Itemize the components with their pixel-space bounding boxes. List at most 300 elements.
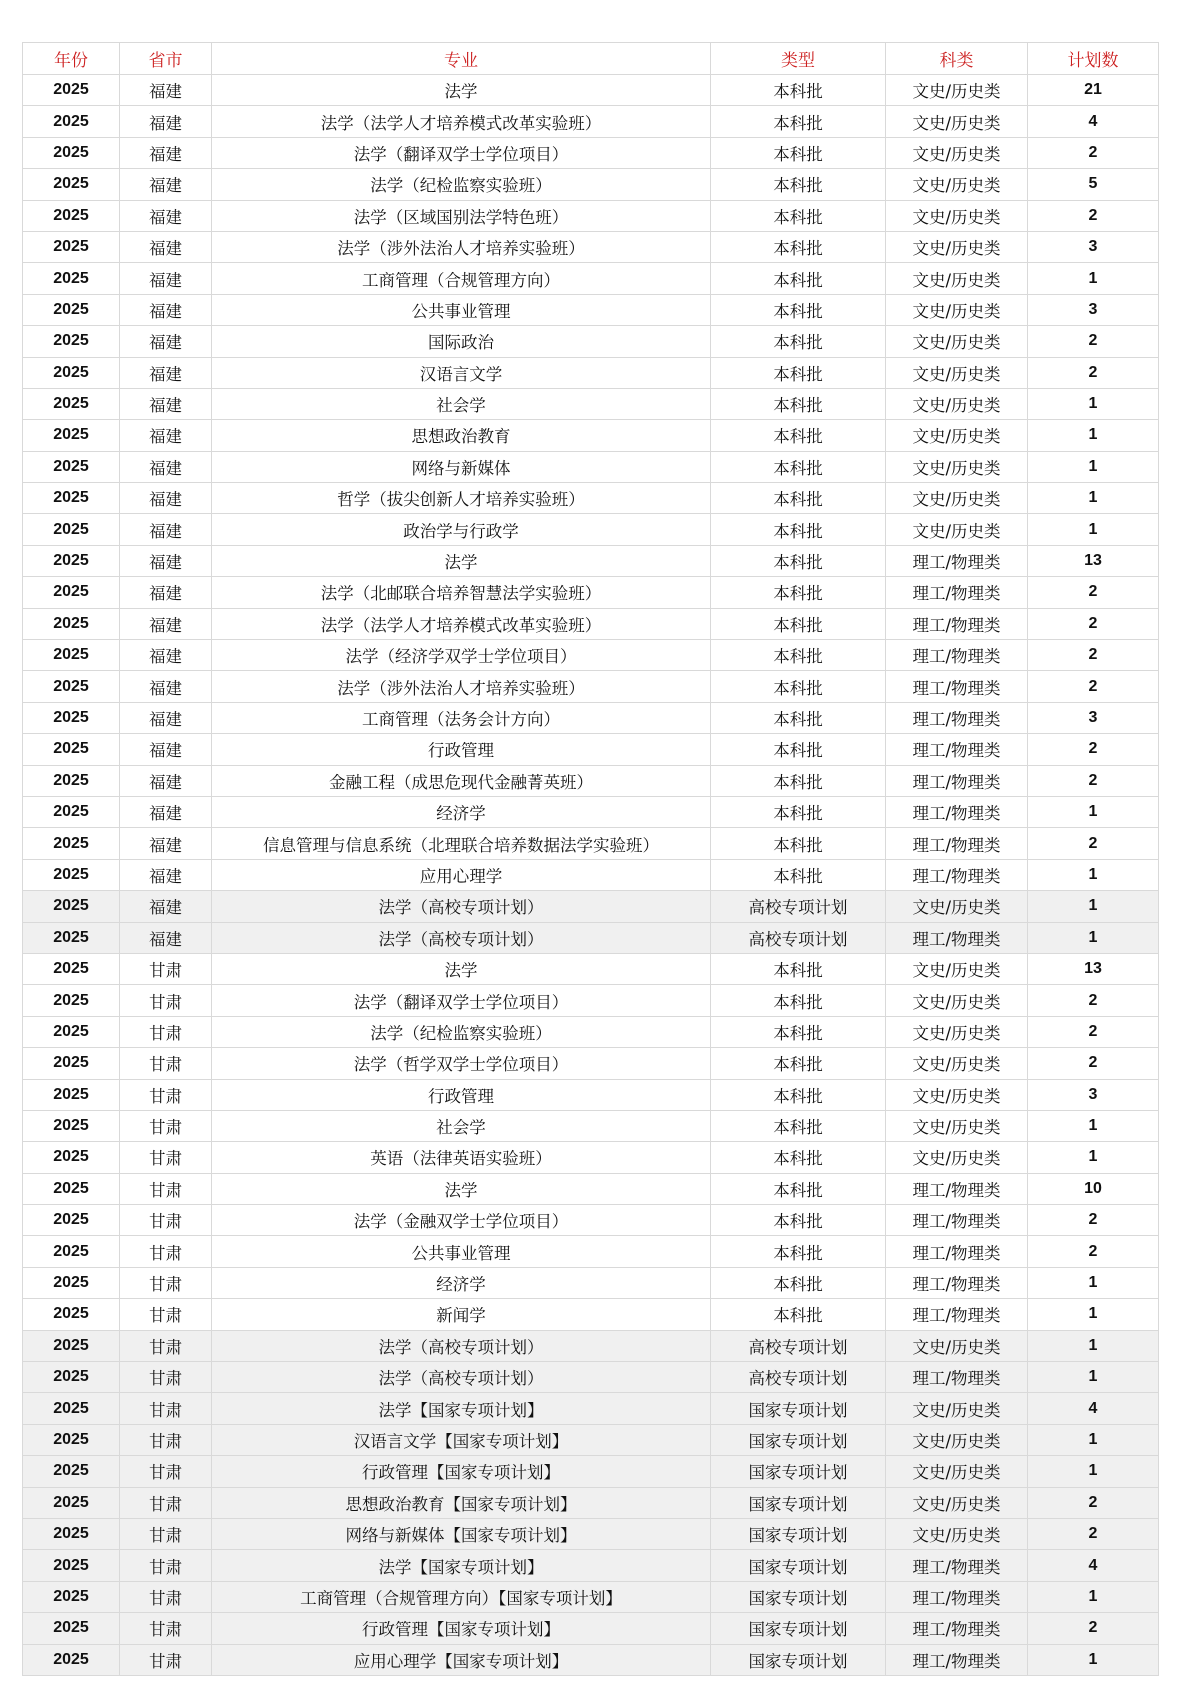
cell-year: 2025 [23,420,120,451]
cell-province: 甘肃 [120,1205,212,1236]
cell-type: 本科批 [711,1173,886,1204]
cell-subject: 文史/历史类 [886,420,1028,451]
cell-plan-count: 4 [1028,1393,1159,1424]
cell-province: 甘肃 [120,1613,212,1644]
header-type: 类型 [711,43,886,75]
cell-type: 本科批 [711,483,886,514]
cell-subject: 文史/历史类 [886,200,1028,231]
table-row [23,1048,1159,1079]
cell-province: 福建 [120,859,212,890]
cell-type: 国家专项计划 [711,1456,886,1487]
cell-type: 本科批 [711,545,886,576]
cell-type: 国家专项计划 [711,1550,886,1581]
cell-type: 本科批 [711,75,886,106]
cell-major: 应用心理学 [212,859,711,890]
cell-major: 法学（哲学双学士学位项目） [212,1048,711,1079]
cell-type: 本科批 [711,1299,886,1330]
cell-province: 福建 [120,106,212,137]
cell-province: 福建 [120,483,212,514]
cell-subject: 文史/历史类 [886,1016,1028,1047]
cell-year: 2025 [23,1267,120,1298]
table-row [23,702,1159,733]
cell-province: 甘肃 [120,1016,212,1047]
cell-province: 福建 [120,200,212,231]
cell-plan-count: 2 [1028,326,1159,357]
header-plan-count: 计划数 [1028,43,1159,75]
cell-province: 甘肃 [120,1173,212,1204]
cell-province: 福建 [120,765,212,796]
table-row [23,891,1159,922]
cell-type: 本科批 [711,263,886,294]
cell-subject: 文史/历史类 [886,106,1028,137]
table-row [23,388,1159,419]
cell-plan-count: 1 [1028,1362,1159,1393]
cell-major: 法学（纪检监察实验班） [212,169,711,200]
cell-major: 法学（北邮联合培养智慧法学实验班） [212,577,711,608]
cell-major: 法学（高校专项计划） [212,891,711,922]
cell-subject: 文史/历史类 [886,514,1028,545]
cell-major: 信息管理与信息系统（北理联合培养数据法学实验班） [212,828,711,859]
table-row [23,1362,1159,1393]
cell-plan-count: 2 [1028,577,1159,608]
cell-major: 法学 [212,545,711,576]
cell-major: 英语（法律英语实验班） [212,1142,711,1173]
cell-year: 2025 [23,702,120,733]
table-row [23,451,1159,482]
cell-province: 甘肃 [120,1267,212,1298]
cell-plan-count: 1 [1028,1330,1159,1361]
header-major: 专业 [212,43,711,75]
cell-major: 法学 [212,75,711,106]
cell-major: 法学（法学人才培养模式改革实验班） [212,106,711,137]
table-row [23,1550,1159,1581]
cell-subject: 理工/物理类 [886,545,1028,576]
cell-year: 2025 [23,1173,120,1204]
cell-type: 高校专项计划 [711,891,886,922]
cell-plan-count: 1 [1028,1424,1159,1455]
cell-plan-count: 2 [1028,137,1159,168]
cell-province: 甘肃 [120,1644,212,1675]
cell-subject: 理工/物理类 [886,1299,1028,1330]
table-row [23,75,1159,106]
cell-year: 2025 [23,1518,120,1549]
cell-type: 本科批 [711,137,886,168]
cell-province: 甘肃 [120,1581,212,1612]
cell-type: 国家专项计划 [711,1518,886,1549]
cell-type: 国家专项计划 [711,1581,886,1612]
cell-province: 福建 [120,640,212,671]
cell-plan-count: 2 [1028,640,1159,671]
cell-type: 本科批 [711,514,886,545]
cell-major: 思想政治教育 [212,420,711,451]
table-row [23,734,1159,765]
table-row [23,1016,1159,1047]
cell-subject: 理工/物理类 [886,922,1028,953]
cell-plan-count: 1 [1028,388,1159,419]
cell-type: 本科批 [711,1079,886,1110]
cell-province: 福建 [120,922,212,953]
cell-province: 福建 [120,891,212,922]
cell-major: 法学 [212,953,711,984]
cell-subject: 理工/物理类 [886,577,1028,608]
table-row [23,1644,1159,1675]
cell-province: 福建 [120,294,212,325]
cell-major: 法学（高校专项计划） [212,922,711,953]
cell-plan-count: 2 [1028,734,1159,765]
table-row [23,514,1159,545]
cell-plan-count: 4 [1028,106,1159,137]
cell-plan-count: 1 [1028,1142,1159,1173]
cell-subject: 文史/历史类 [886,75,1028,106]
table-row [23,1079,1159,1110]
cell-type: 本科批 [711,1048,886,1079]
cell-subject: 文史/历史类 [886,1393,1028,1424]
cell-plan-count: 13 [1028,953,1159,984]
table-row [23,985,1159,1016]
cell-type: 本科批 [711,169,886,200]
cell-major: 汉语言文学 [212,357,711,388]
cell-subject: 文史/历史类 [886,231,1028,262]
cell-plan-count: 13 [1028,545,1159,576]
table-row [23,326,1159,357]
cell-subject: 理工/物理类 [886,765,1028,796]
cell-plan-count: 1 [1028,1644,1159,1675]
table-row [23,859,1159,890]
cell-plan-count: 1 [1028,1456,1159,1487]
cell-subject: 理工/物理类 [886,608,1028,639]
table-row [23,1424,1159,1455]
cell-major: 法学（涉外法治人才培养实验班） [212,671,711,702]
cell-subject: 文史/历史类 [886,1487,1028,1518]
cell-subject: 理工/物理类 [886,1205,1028,1236]
cell-year: 2025 [23,1205,120,1236]
cell-year: 2025 [23,1299,120,1330]
cell-plan-count: 1 [1028,420,1159,451]
cell-province: 福建 [120,514,212,545]
cell-major: 法学【国家专项计划】 [212,1393,711,1424]
cell-province: 福建 [120,357,212,388]
cell-major: 公共事业管理 [212,294,711,325]
cell-year: 2025 [23,1330,120,1361]
cell-plan-count: 1 [1028,263,1159,294]
cell-type: 本科批 [711,1205,886,1236]
table-row [23,1518,1159,1549]
cell-subject: 文史/历史类 [886,388,1028,419]
cell-plan-count: 1 [1028,483,1159,514]
cell-major: 法学（纪检监察实验班） [212,1016,711,1047]
cell-plan-count: 2 [1028,1613,1159,1644]
cell-major: 行政管理【国家专项计划】 [212,1613,711,1644]
cell-year: 2025 [23,1362,120,1393]
cell-year: 2025 [23,671,120,702]
cell-year: 2025 [23,137,120,168]
cell-subject: 文史/历史类 [886,1456,1028,1487]
cell-major: 法学（经济学双学士学位项目） [212,640,711,671]
cell-province: 甘肃 [120,1550,212,1581]
cell-plan-count: 2 [1028,985,1159,1016]
cell-type: 本科批 [711,828,886,859]
cell-subject: 理工/物理类 [886,1613,1028,1644]
header-row [23,43,1159,75]
cell-year: 2025 [23,608,120,639]
cell-year: 2025 [23,263,120,294]
cell-subject: 文史/历史类 [886,891,1028,922]
cell-year: 2025 [23,326,120,357]
cell-major: 网络与新媒体【国家专项计划】 [212,1518,711,1549]
cell-plan-count: 5 [1028,169,1159,200]
cell-subject: 文史/历史类 [886,1079,1028,1110]
cell-subject: 文史/历史类 [886,1048,1028,1079]
cell-major: 公共事业管理 [212,1236,711,1267]
cell-major: 法学（涉外法治人才培养实验班） [212,231,711,262]
cell-province: 甘肃 [120,1079,212,1110]
cell-major: 法学（区域国别法学特色班） [212,200,711,231]
cell-subject: 文史/历史类 [886,451,1028,482]
cell-type: 国家专项计划 [711,1613,886,1644]
cell-year: 2025 [23,1424,120,1455]
cell-province: 甘肃 [120,1299,212,1330]
cell-subject: 文史/历史类 [886,985,1028,1016]
cell-province: 福建 [120,388,212,419]
cell-type: 国家专项计划 [711,1393,886,1424]
cell-plan-count: 2 [1028,1518,1159,1549]
table-row [23,1299,1159,1330]
cell-plan-count: 2 [1028,200,1159,231]
cell-plan-count: 2 [1028,1487,1159,1518]
cell-plan-count: 3 [1028,294,1159,325]
cell-province: 福建 [120,326,212,357]
table-row [23,1456,1159,1487]
cell-province: 福建 [120,137,212,168]
cell-province: 甘肃 [120,985,212,1016]
cell-subject: 文史/历史类 [886,357,1028,388]
cell-province: 福建 [120,231,212,262]
cell-plan-count: 2 [1028,1236,1159,1267]
cell-type: 本科批 [711,671,886,702]
table-row [23,1142,1159,1173]
cell-major: 法学（高校专项计划） [212,1362,711,1393]
cell-province: 甘肃 [120,1048,212,1079]
cell-subject: 文史/历史类 [886,263,1028,294]
cell-year: 2025 [23,231,120,262]
cell-major: 法学（金融双学士学位项目） [212,1205,711,1236]
header-province: 省市 [120,43,212,75]
table-row [23,1236,1159,1267]
table-row [23,1393,1159,1424]
cell-major: 行政管理 [212,734,711,765]
cell-year: 2025 [23,294,120,325]
enrollment-plan-table [22,42,1159,1676]
cell-province: 福建 [120,451,212,482]
cell-province: 甘肃 [120,1110,212,1141]
cell-province: 福建 [120,828,212,859]
cell-plan-count: 2 [1028,1016,1159,1047]
cell-province: 甘肃 [120,1456,212,1487]
cell-subject: 理工/物理类 [886,640,1028,671]
cell-year: 2025 [23,796,120,827]
cell-type: 本科批 [711,608,886,639]
cell-subject: 理工/物理类 [886,734,1028,765]
cell-plan-count: 21 [1028,75,1159,106]
cell-plan-count: 2 [1028,671,1159,702]
cell-subject: 文史/历史类 [886,169,1028,200]
cell-plan-count: 1 [1028,796,1159,827]
cell-plan-count: 3 [1028,1079,1159,1110]
table-row [23,200,1159,231]
cell-subject: 文史/历史类 [886,1518,1028,1549]
cell-major: 法学【国家专项计划】 [212,1550,711,1581]
cell-major: 新闻学 [212,1299,711,1330]
cell-year: 2025 [23,828,120,859]
cell-year: 2025 [23,765,120,796]
cell-plan-count: 3 [1028,702,1159,733]
cell-plan-count: 2 [1028,828,1159,859]
table-row [23,545,1159,576]
cell-subject: 理工/物理类 [886,828,1028,859]
table-row [23,640,1159,671]
table-row [23,1487,1159,1518]
cell-year: 2025 [23,545,120,576]
cell-year: 2025 [23,1110,120,1141]
cell-subject: 理工/物理类 [886,702,1028,733]
table-row [23,263,1159,294]
cell-type: 国家专项计划 [711,1644,886,1675]
cell-major: 网络与新媒体 [212,451,711,482]
table-row [23,1110,1159,1141]
cell-major: 工商管理（合规管理方向） [212,263,711,294]
cell-year: 2025 [23,1016,120,1047]
cell-major: 哲学（拔尖创新人才培养实验班） [212,483,711,514]
cell-type: 本科批 [711,859,886,890]
table-row [23,671,1159,702]
table-row [23,608,1159,639]
cell-year: 2025 [23,1456,120,1487]
cell-year: 2025 [23,75,120,106]
cell-year: 2025 [23,1550,120,1581]
cell-subject: 理工/物理类 [886,859,1028,890]
table-row [23,1613,1159,1644]
table-row [23,1205,1159,1236]
cell-province: 甘肃 [120,1142,212,1173]
cell-year: 2025 [23,640,120,671]
cell-type: 本科批 [711,640,886,671]
table-row [23,765,1159,796]
cell-type: 高校专项计划 [711,922,886,953]
cell-year: 2025 [23,106,120,137]
cell-year: 2025 [23,1613,120,1644]
cell-subject: 文史/历史类 [886,483,1028,514]
cell-plan-count: 10 [1028,1173,1159,1204]
cell-plan-count: 1 [1028,859,1159,890]
cell-province: 甘肃 [120,1487,212,1518]
cell-type: 高校专项计划 [711,1330,886,1361]
cell-type: 本科批 [711,1267,886,1298]
cell-subject: 理工/物理类 [886,671,1028,702]
cell-year: 2025 [23,483,120,514]
table-row [23,137,1159,168]
cell-province: 福建 [120,75,212,106]
cell-year: 2025 [23,1487,120,1518]
cell-type: 本科批 [711,1016,886,1047]
header-year: 年份 [23,43,120,75]
cell-province: 福建 [120,169,212,200]
cell-year: 2025 [23,357,120,388]
cell-year: 2025 [23,922,120,953]
cell-year: 2025 [23,200,120,231]
cell-year: 2025 [23,891,120,922]
cell-province: 福建 [120,577,212,608]
table-row [23,169,1159,200]
cell-year: 2025 [23,985,120,1016]
cell-province: 甘肃 [120,1424,212,1455]
cell-type: 国家专项计划 [711,1487,886,1518]
cell-subject: 文史/历史类 [886,1424,1028,1455]
cell-year: 2025 [23,169,120,200]
cell-province: 甘肃 [120,1393,212,1424]
cell-type: 本科批 [711,106,886,137]
table-row [23,796,1159,827]
cell-major: 行政管理【国家专项计划】 [212,1456,711,1487]
table-row [23,828,1159,859]
cell-province: 甘肃 [120,1330,212,1361]
cell-subject: 理工/物理类 [886,1267,1028,1298]
table-row [23,1581,1159,1612]
cell-type: 本科批 [711,357,886,388]
cell-year: 2025 [23,1581,120,1612]
cell-type: 国家专项计划 [711,1424,886,1455]
cell-plan-count: 1 [1028,891,1159,922]
header-subject: 科类 [886,43,1028,75]
cell-type: 本科批 [711,985,886,1016]
cell-province: 福建 [120,263,212,294]
cell-major: 工商管理（法务会计方向） [212,702,711,733]
table-row [23,953,1159,984]
table-row [23,294,1159,325]
cell-major: 经济学 [212,796,711,827]
cell-year: 2025 [23,859,120,890]
cell-plan-count: 1 [1028,514,1159,545]
cell-province: 福建 [120,702,212,733]
cell-type: 本科批 [711,294,886,325]
table-row [23,1267,1159,1298]
cell-major: 法学（法学人才培养模式改革实验班） [212,608,711,639]
cell-major: 汉语言文学【国家专项计划】 [212,1424,711,1455]
cell-major: 金融工程（成思危现代金融菁英班） [212,765,711,796]
cell-plan-count: 1 [1028,922,1159,953]
cell-year: 2025 [23,1393,120,1424]
cell-plan-count: 1 [1028,1581,1159,1612]
cell-major: 法学 [212,1173,711,1204]
cell-major: 经济学 [212,1267,711,1298]
cell-year: 2025 [23,1644,120,1675]
cell-type: 本科批 [711,796,886,827]
cell-subject: 文史/历史类 [886,953,1028,984]
cell-province: 福建 [120,545,212,576]
cell-subject: 理工/物理类 [886,1173,1028,1204]
cell-type: 本科批 [711,1142,886,1173]
table-row [23,483,1159,514]
cell-type: 本科批 [711,451,886,482]
cell-plan-count: 1 [1028,1299,1159,1330]
cell-major: 法学（翻译双学士学位项目） [212,985,711,1016]
cell-subject: 文史/历史类 [886,294,1028,325]
cell-province: 福建 [120,796,212,827]
cell-type: 本科批 [711,420,886,451]
cell-subject: 文史/历史类 [886,1110,1028,1141]
cell-major: 法学（翻译双学士学位项目） [212,137,711,168]
cell-subject: 理工/物理类 [886,1581,1028,1612]
cell-subject: 文史/历史类 [886,326,1028,357]
